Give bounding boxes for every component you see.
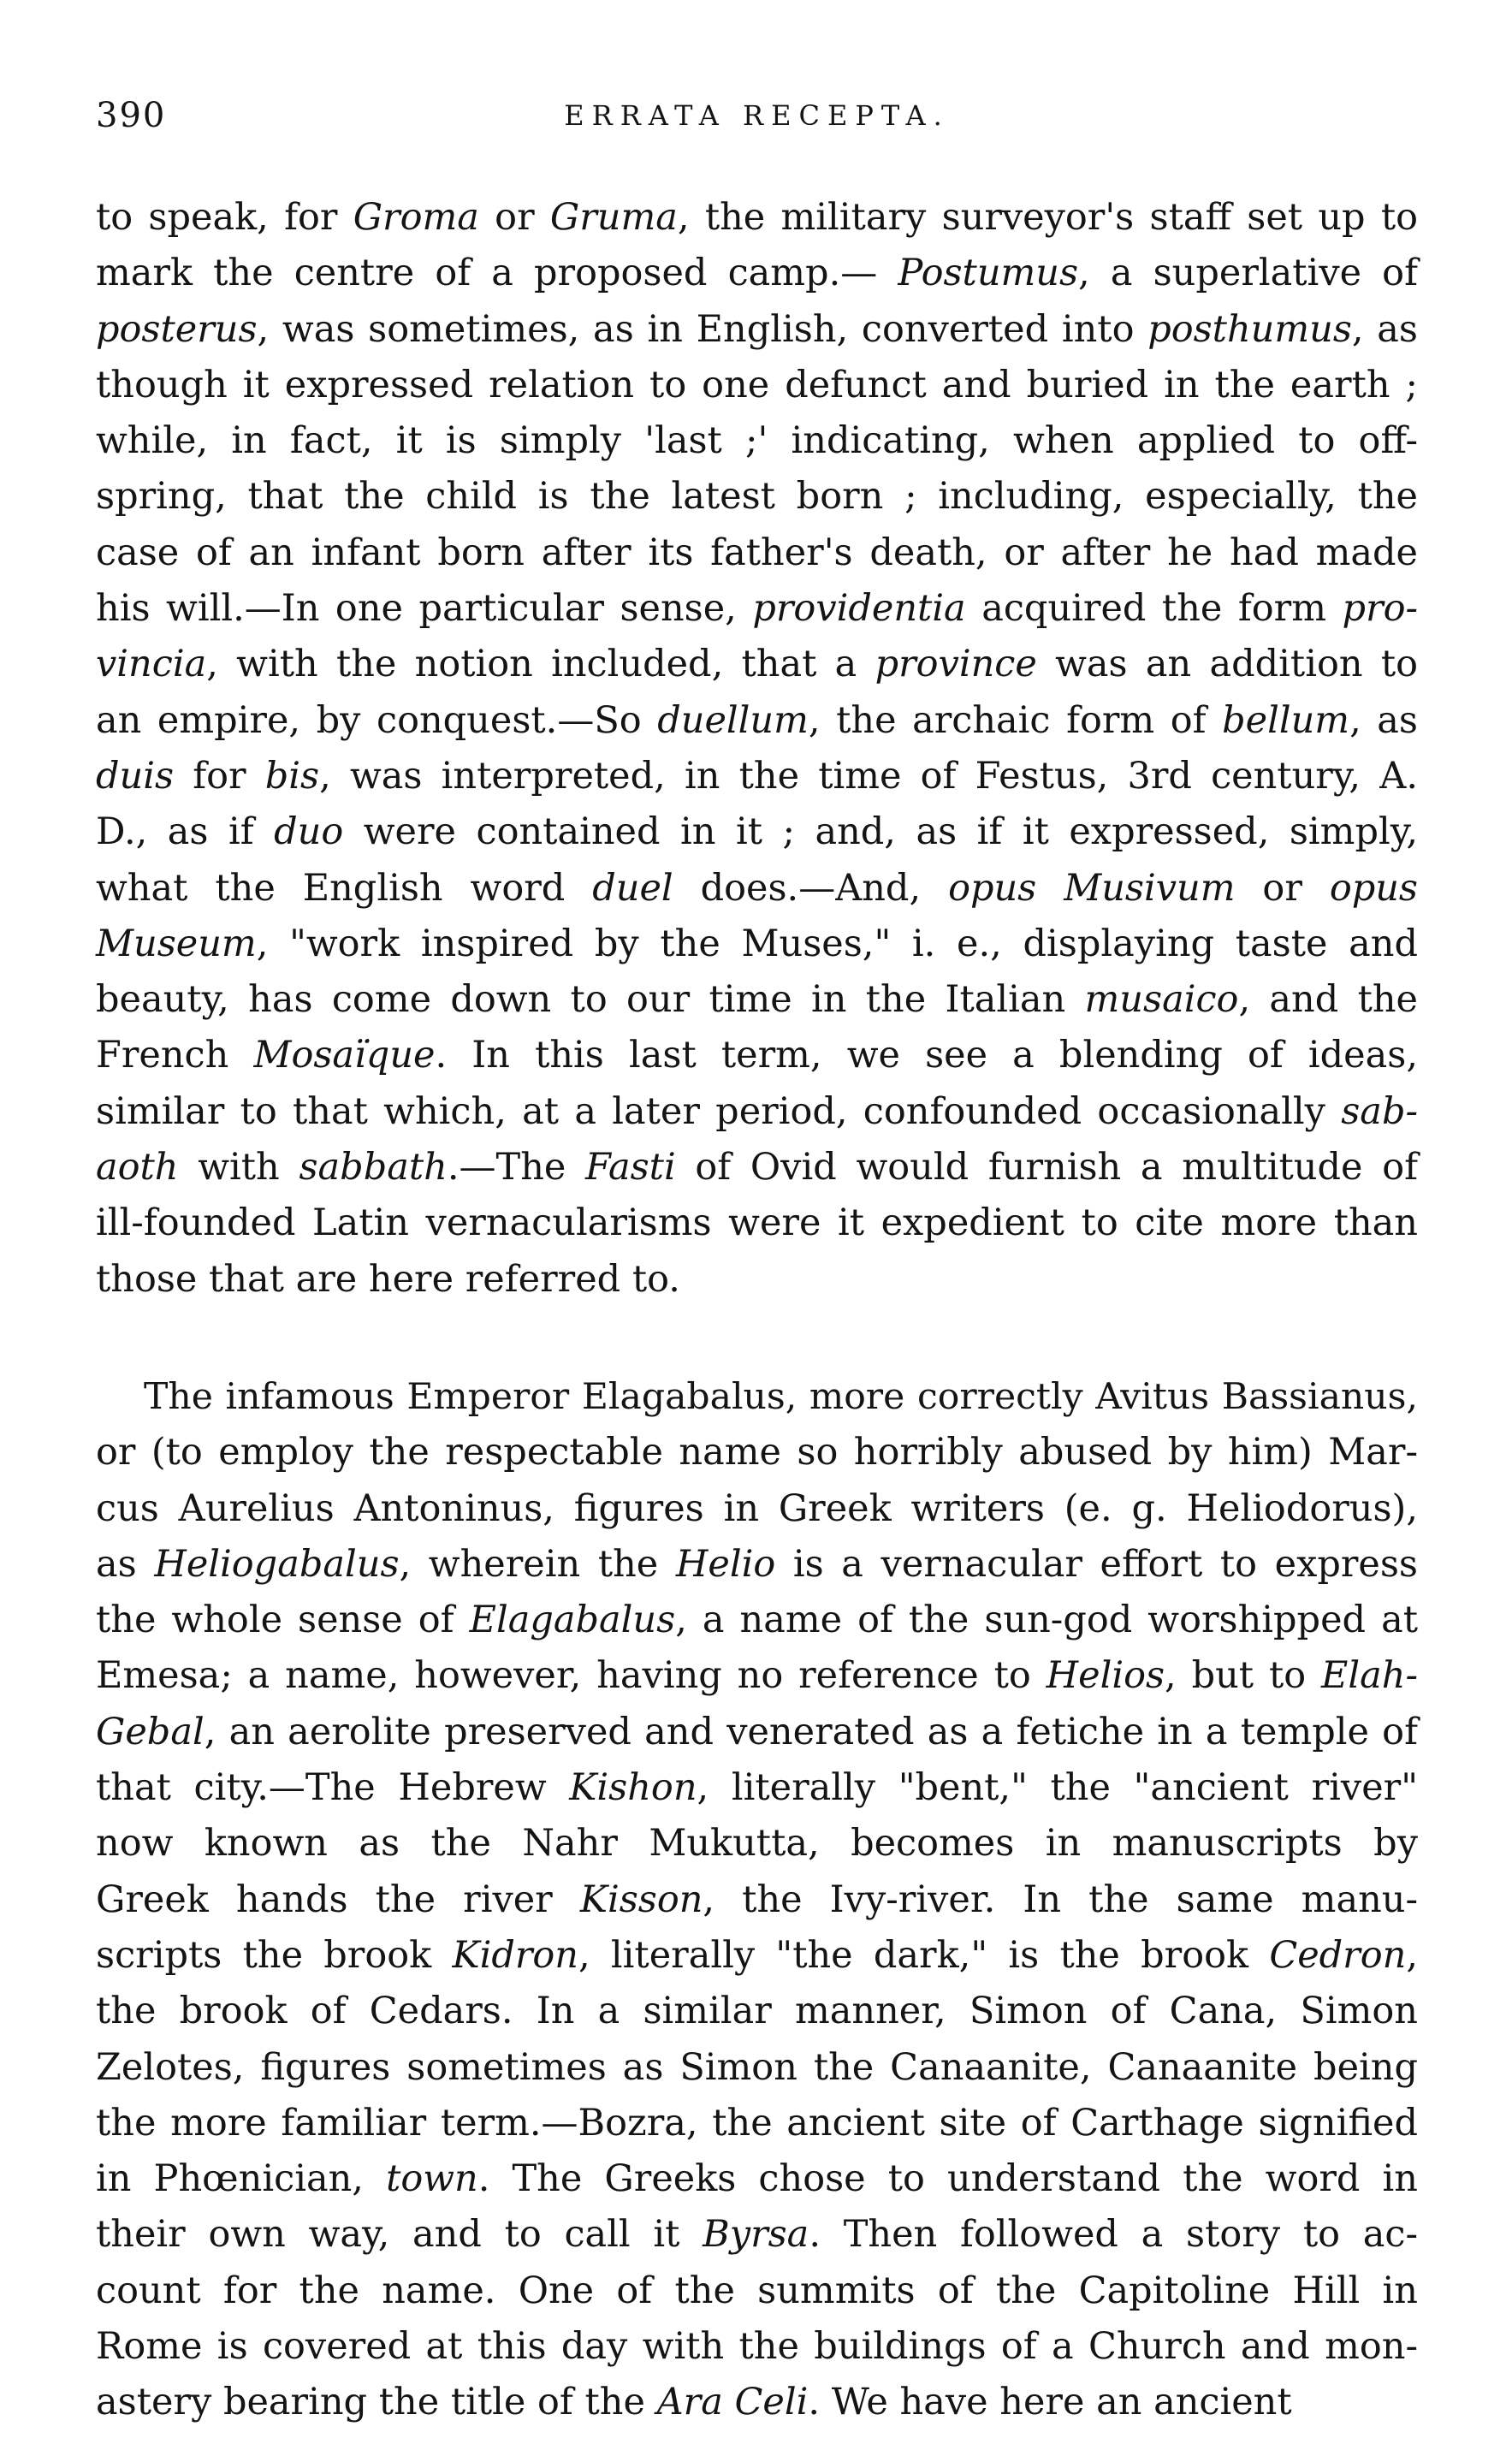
page-header (96, 96, 1418, 147)
italic-run: Kidron (452, 1933, 578, 1977)
italic-run: providentia (752, 587, 966, 631)
text-run: , and the (1238, 978, 1418, 1022)
text-line (96, 1984, 1418, 2039)
text-line (96, 1028, 1418, 1083)
text-run: , literally "the dark," is the brook (578, 1933, 1270, 1977)
italic-run: bellum (1222, 698, 1350, 742)
italic-run: opus Musivum (948, 866, 1236, 910)
text-run: while, in fact, it is simply 'last ;' indicating, when applied to off- (96, 419, 1418, 463)
text-line (96, 1481, 1418, 1537)
italic-run: duis (96, 754, 175, 798)
italic-run: Heliogabalus (154, 1542, 400, 1586)
italic-run: Byrsa (703, 2213, 809, 2257)
text-run: The infamous Emperor Elagabalus, more correctly Avitus Bassianus, (144, 1375, 1418, 1418)
text-line (96, 1760, 1418, 1816)
text-run: now known as the Nahr Mukutta, becomes in manuscripts by (96, 1822, 1418, 1866)
text-line (96, 749, 1418, 804)
text-run: similar to that which, at a later period, confounded occasionally (96, 1089, 1342, 1133)
text-run: , a superlative of (1078, 252, 1418, 295)
text-run: were contained in it ; and, as if it expressed, simply, (343, 810, 1418, 854)
italic-run: posterus (96, 307, 258, 351)
italic-run: aoth (96, 1146, 179, 1189)
text-run: . In this last term, we see a blending of ideas, (435, 1034, 1418, 1077)
text-line (96, 190, 1418, 246)
italic-run: pro- (1342, 587, 1418, 631)
text-run: is a vernacular effort to express (775, 1542, 1418, 1586)
text-run: or (478, 196, 550, 239)
text-run: . We have here an ancient (808, 2381, 1292, 2424)
text-run: . The Greeks chose to understand the word in (477, 2157, 1418, 2201)
text-run: case of an infant born after its father's death, or after he had made (96, 531, 1418, 574)
text-run: for (174, 754, 265, 798)
text-line (96, 1593, 1418, 1648)
text-run: Greek hands the river (96, 1878, 580, 1921)
paragraph-gap (96, 1308, 1418, 1369)
page-number: 390 (96, 96, 167, 135)
text-run: , wherein the (399, 1542, 676, 1586)
italic-run: Elah- (1321, 1654, 1419, 1698)
text-line (96, 581, 1418, 637)
italic-run: Fasti (585, 1146, 676, 1189)
italic-run: duellum (657, 698, 809, 742)
text-run: his will.—In one particular sense, (96, 587, 753, 631)
text-run: , as (1351, 307, 1418, 351)
italic-run: Cedron (1269, 1933, 1407, 1977)
text-run: ill-founded Latin vernacularisms were it expedient to cite more than (96, 1201, 1418, 1245)
text-run: , the Ivy-river. In the same manu- (703, 1878, 1418, 1921)
text-run: acquired the form (965, 587, 1343, 631)
text-run: beauty, has come down to our time in the Italian (96, 978, 1085, 1022)
italic-run: town (386, 2157, 478, 2201)
text-line (96, 1140, 1418, 1195)
italic-run: vincia (96, 643, 207, 686)
text-line (96, 637, 1418, 692)
italic-run: Gebal (96, 1710, 205, 1753)
italic-run: opus (1329, 866, 1419, 910)
text-run: with (178, 1146, 299, 1189)
text-line (96, 1872, 1418, 1928)
text-run: the whole sense of (96, 1599, 470, 1642)
text-line (96, 246, 1418, 301)
text-run: , the military surveyor's staff set up to (677, 196, 1418, 239)
text-run: or (to employ the respectable name so horribly abused by him) Mar- (96, 1431, 1418, 1474)
text-line (96, 2040, 1418, 2096)
text-run: mark the centre of a proposed camp.— (96, 252, 898, 295)
text-run: , with the notion included, that a (206, 643, 875, 686)
text-run: , was sometimes, as in English, converted into (257, 307, 1148, 351)
paragraph (96, 1369, 1418, 2431)
text-run: , "work inspired by the Muses," i. e., displaying taste and (256, 922, 1418, 965)
text-line (96, 804, 1418, 860)
italic-run: musaico (1084, 978, 1239, 1022)
running-head: ERRATA RECEPTA. (564, 99, 950, 132)
text-run: an empire, by conquest.—So (96, 698, 658, 742)
text-run: , literally "bent," the "ancient river" (697, 1766, 1418, 1810)
text-line (96, 1425, 1418, 1480)
text-line (96, 693, 1418, 749)
text-run: Zelotes, figures sometimes as Simon the Canaanite, Canaanite being (96, 2045, 1418, 2089)
text-line (96, 1928, 1418, 1984)
text-run: what the English word (96, 866, 593, 910)
text-run: . Then followed a story to ac- (809, 2213, 1418, 2257)
body-text (96, 190, 1418, 2431)
text-line (96, 358, 1418, 413)
text-run: D., as if (96, 810, 275, 854)
italic-run: Kisson (579, 1878, 703, 1921)
text-line (96, 469, 1418, 525)
italic-run: duo (274, 810, 344, 854)
italic-run: Gruma (549, 196, 678, 239)
text-run: those that are here referred to. (96, 1257, 680, 1301)
text-run: Rome is covered at this day with the buildings of a Church and mon- (96, 2324, 1418, 2368)
text-run: though it expressed relation to one defunct and buried in the earth ; (96, 363, 1418, 406)
text-run: French (96, 1034, 254, 1077)
italic-run: Postumus (898, 252, 1079, 295)
italic-run: Groma (353, 196, 479, 239)
italic-run: duel (592, 866, 673, 910)
text-line (96, 302, 1418, 358)
text-run: their own way, and to call it (96, 2213, 703, 2257)
text-line (96, 1648, 1418, 1704)
text-run: was an addition to (1036, 643, 1418, 686)
text-line (96, 2319, 1418, 2375)
text-line (96, 861, 1418, 917)
text-run: , a name of the sun-god worshipped at (675, 1599, 1418, 1642)
text-run: does.—And, (673, 866, 949, 910)
italic-run: Museum (96, 922, 257, 965)
text-run: spring, that the child is the latest born ; including, especially, the (96, 475, 1418, 519)
text-line (96, 1705, 1418, 1760)
text-run: to speak, for (96, 196, 353, 239)
text-run: scripts the brook (96, 1933, 453, 1977)
text-line (96, 1369, 1418, 1425)
italic-run: Helios (1046, 1654, 1165, 1698)
text-run: or (1235, 866, 1330, 910)
text-run: the more familiar term.—Bozra, the ancient site of Carthage signified (96, 2101, 1418, 2145)
italic-run: Kishon (569, 1766, 697, 1810)
text-line (96, 1252, 1418, 1308)
text-line (96, 1537, 1418, 1593)
text-line (96, 413, 1418, 469)
text-line (96, 1084, 1418, 1140)
text-run: that city.—The Hebrew (96, 1766, 570, 1810)
text-line (96, 2151, 1418, 2207)
italic-run: Ara Celi (656, 2381, 809, 2424)
text-run: cus Aurelius Antoninus, figures in Greek writers (e. g. Heliodorus), (96, 1486, 1418, 1530)
text-run: , the archaic form of (808, 698, 1223, 742)
text-line (96, 1816, 1418, 1872)
text-run: count for the name. One of the summits of the Capitoline Hill in (96, 2269, 1418, 2312)
text-line (96, 2263, 1418, 2319)
text-run: , was interpreted, in the time of Festus, 3rd century, A. (319, 754, 1418, 798)
text-line (96, 2207, 1418, 2263)
text-run: , but to (1165, 1654, 1321, 1698)
text-line (96, 525, 1418, 581)
text-run: , as (1349, 698, 1419, 742)
text-run: .—The (447, 1146, 586, 1189)
text-line (96, 2096, 1418, 2151)
text-run: as (96, 1542, 155, 1586)
text-line (96, 1195, 1418, 1251)
italic-run: bis (264, 754, 320, 798)
text-run: Emesa; a name, however, having no reference to (96, 1654, 1047, 1698)
text-run: of Ovid would furnish a multitude of (675, 1146, 1418, 1189)
italic-run: Mosaïque (253, 1034, 436, 1077)
text-run: astery bearing the title of the (96, 2381, 657, 2424)
italic-run: sab- (1341, 1089, 1418, 1133)
italic-run: posthumus (1147, 307, 1352, 351)
text-line (96, 2375, 1418, 2430)
italic-run: province (875, 643, 1037, 686)
text-run: in Phœnician, (96, 2157, 387, 2201)
text-line (96, 917, 1418, 972)
italic-run: Elagabalus (469, 1599, 676, 1642)
text-run: , (1406, 1933, 1418, 1977)
italic-run: Helio (675, 1542, 776, 1586)
paragraph (96, 190, 1418, 1308)
italic-run: sabbath (299, 1146, 448, 1189)
text-run: , an aerolite preserved and venerated as a fetiche in a temple of (204, 1710, 1418, 1753)
text-line (96, 972, 1418, 1028)
text-run: the brook of Cedars. In a similar manner, Simon of Cana, Simon (96, 1990, 1418, 2033)
